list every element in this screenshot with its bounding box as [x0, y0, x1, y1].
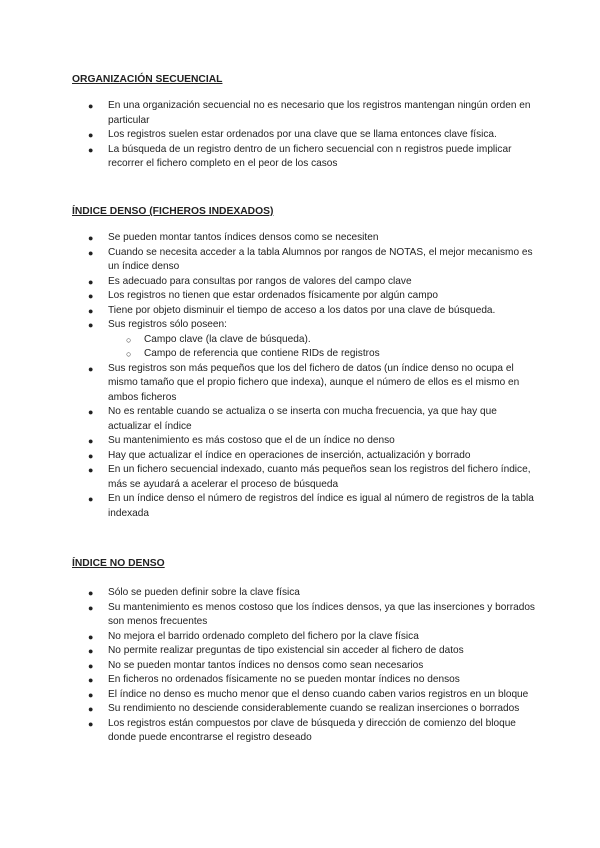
- list-item: ● No permite realizar preguntas de tipo existencial sin acceder al fichero de datos: [72, 644, 542, 659]
- list-item: ● El índice no denso es mucho menor que el denso cuando caben varios registros en un bloque: [72, 688, 542, 703]
- sub-list-item: ○ Campo clave (la clave de búsqueda).: [108, 333, 542, 348]
- bullet-icon: ●: [88, 450, 94, 461]
- section-heading: ÍNDICE NO DENSO: [72, 558, 165, 569]
- bullet-icon: ●: [88, 646, 94, 656]
- list-item: ● Sus registros sólo poseen: ○ Campo clave (la clave de búsqueda). ○ Campo de referencia que contiene RIDs de registros: [72, 318, 542, 362]
- bullet-icon: ●: [88, 631, 94, 642]
- hollow-bullet-icon: ○: [126, 334, 132, 345]
- list-item: ● Su mantenimiento es más costoso que el de un índice no denso: [72, 434, 542, 449]
- list-item: ● En una organización secuencial no es necesario que los registros mantengan ningún orden en particular: [88, 100, 531, 126]
- sub-bullet-list: [108, 333, 542, 362]
- bullet-list: [72, 586, 542, 746]
- bullet-list: [72, 231, 542, 521]
- list-item: ● Sólo se pueden definir sobre la clave física: [72, 586, 542, 601]
- bullet-icon: ●: [88, 704, 94, 714]
- bullet-icon: ●: [88, 130, 94, 140]
- list-item: ● En un fichero secuencial indexado, cuanto más pequeños sean los registros del fichero índice, más se ayudará a acelerar el proceso de búsqueda: [88, 464, 531, 490]
- list-item: ● Hay que actualizar el índice en operaciones de inserción, actualización y borrado: [72, 449, 542, 464]
- bullet-icon: ●: [88, 233, 94, 243]
- list-item: ● Los registros están compuestos por clave de búsqueda y dirección de comienzo del bloque donde puede encontrarse el registro deseado: [88, 717, 516, 743]
- bullet-icon: ●: [88, 689, 94, 700]
- list-item: ● Tiene por objeto disminuir el tiempo de acceso a los datos por una clave de búsqueda.: [72, 304, 542, 319]
- bullet-list: [72, 99, 542, 172]
- bullet-icon: ●: [88, 247, 94, 258]
- list-item: ● En un índice denso el número de registros del índice es igual al número de registros de la tabla indexada: [88, 493, 534, 519]
- hollow-bullet-icon: ○: [126, 349, 132, 359]
- list-item: ● La búsqueda de un registro dentro de un fichero secuencial con n registros puede implicar recorrer el fichero completo en el peor de los casos: [88, 143, 512, 169]
- list-item: ● Su mantenimiento es menos costoso que los índices densos, ya que las inserciones y borrados son menos frecuentes: [88, 601, 535, 627]
- list-item: ● Los registros suelen estar ordenados por una clave que se llama entonces clave física.: [72, 128, 542, 143]
- sub-list-item: ○ Campo de referencia que contiene RIDs de registros: [108, 347, 542, 362]
- section-organizacion-secuencial: [72, 73, 542, 172]
- bullet-icon: ●: [88, 276, 94, 287]
- list-item: ● Se pueden montar tantos índices densos como se necesiten: [72, 231, 542, 246]
- section-indice-no-denso: [72, 557, 542, 746]
- list-item: ● No es rentable cuando se actualiza o se inserta con mucha frecuencia, ya que hay que actualizar el índice: [88, 406, 497, 432]
- section-heading: ÍNDICE DENSO (FICHEROS INDEXADOS): [72, 206, 274, 217]
- section-heading: ORGANIZACIÓN SECUENCIAL: [72, 74, 223, 85]
- list-item: ● Los registros no tienen que estar ordenados físicamente por algún campo: [72, 289, 542, 304]
- bullet-icon: ●: [88, 436, 94, 446]
- bullet-icon: ●: [88, 320, 94, 330]
- bullet-icon: ●: [88, 494, 94, 504]
- list-item: ● Cuando se necesita acceder a la tabla Alumnos por rangos de NOTAS, el mejor mecanismo es un índice denso: [88, 246, 533, 272]
- bullet-icon: ●: [88, 588, 94, 598]
- list-item: ● Es adecuado para consultas por rangos de valores del campo clave: [72, 275, 542, 290]
- bullet-icon: ●: [88, 465, 94, 475]
- bullet-icon: ●: [88, 363, 94, 374]
- section-indice-denso: [72, 205, 542, 521]
- bullet-icon: ●: [88, 602, 94, 613]
- list-item: ● No mejora el barrido ordenado completo del fichero por la clave física: [72, 630, 542, 645]
- bullet-icon: ●: [88, 675, 94, 685]
- bullet-icon: ●: [88, 305, 94, 316]
- list-item: ● Su rendimiento no desciende considerablemente cuando se realizan inserciones o borrados: [72, 702, 542, 717]
- bullet-icon: ●: [88, 407, 94, 417]
- list-item: ● No se pueden montar tantos índices no densos como sean necesarios: [72, 659, 542, 674]
- bullet-icon: ●: [88, 144, 94, 155]
- bullet-icon: ●: [88, 718, 94, 729]
- bullet-icon: ●: [88, 291, 94, 301]
- list-item: ● Sus registros son más pequeños que los del fichero de datos (un índice denso no ocupa el mismo tamaño que el propio fichero que indexa), aunque el número de ellos es el mismo en ambos ficheros: [88, 362, 520, 403]
- bullet-icon: ●: [88, 101, 94, 111]
- list-item: ● En ficheros no ordenados físicamente no se pueden montar índices no densos: [72, 673, 542, 688]
- bullet-icon: ●: [88, 660, 94, 671]
